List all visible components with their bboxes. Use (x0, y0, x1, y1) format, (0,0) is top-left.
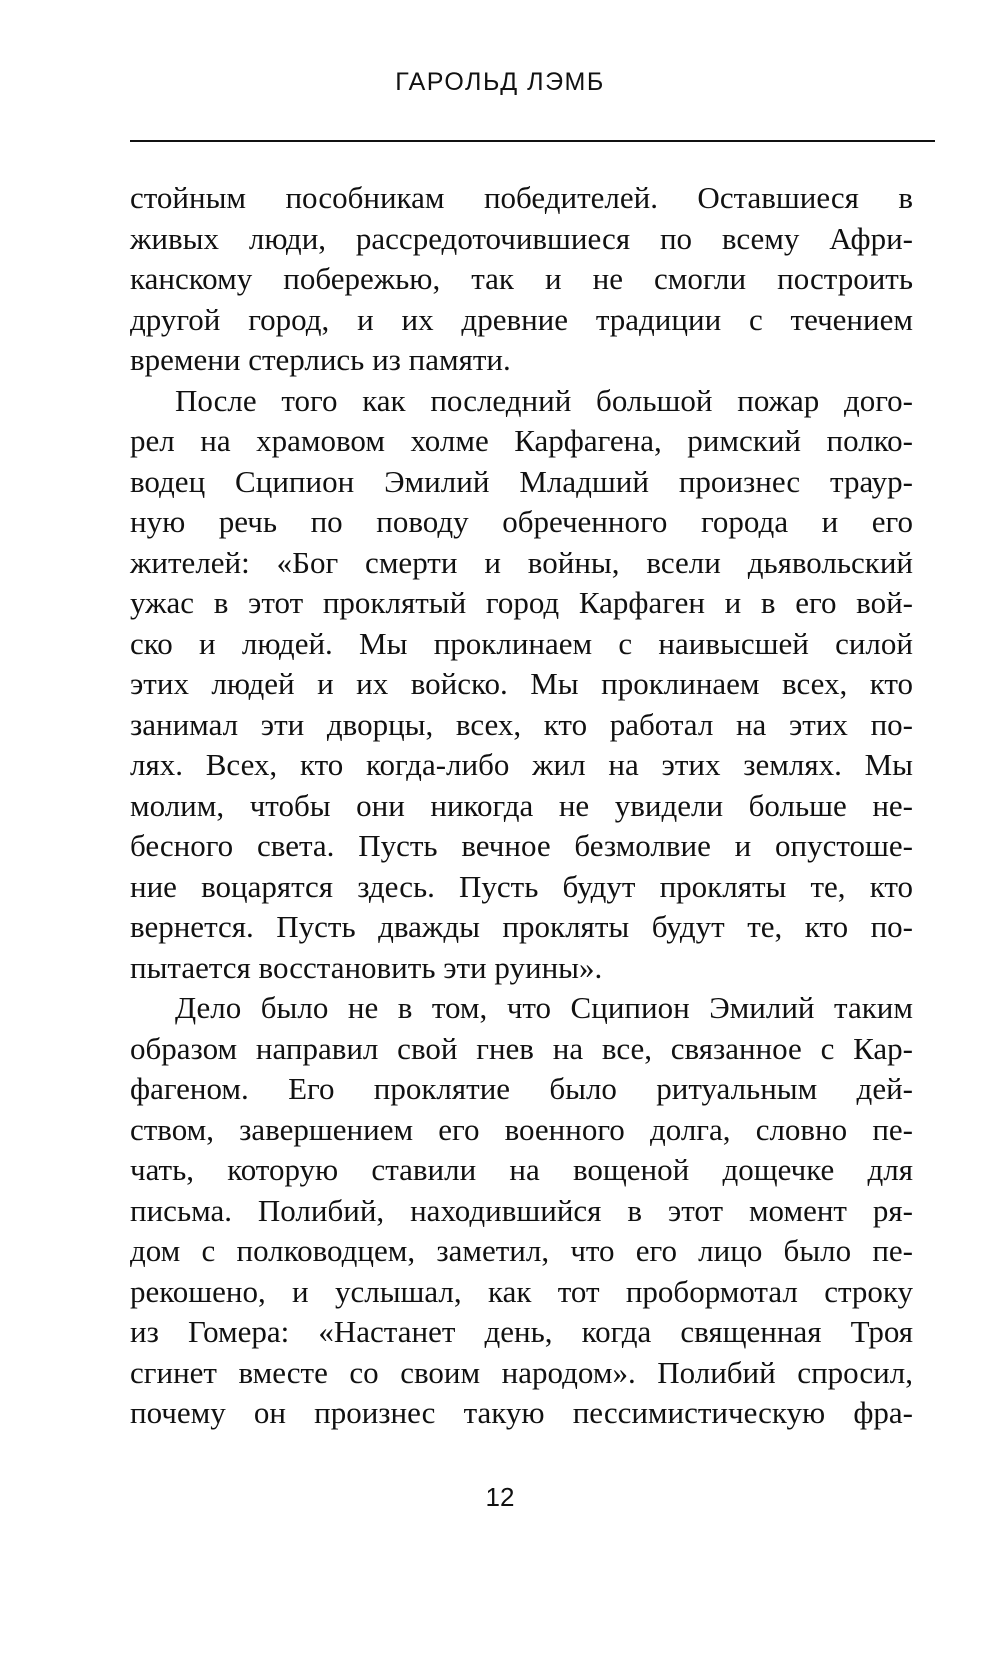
text-line: лях. Всех, кто когда-либо жил на этих землях. Мы (130, 747, 913, 782)
text-line: Дело было не в том, что Сципион Эмилий таким (175, 990, 913, 1025)
text-line: сгинет вместе со своим народом». Полибий спросил, (130, 1354, 913, 1390)
text-line: почему он произнес такую пессимистическую фра- (130, 1395, 913, 1430)
text-line: другой город, и их древние традиции с течением (130, 301, 913, 337)
paragraph (130, 988, 913, 1434)
page-number: 12 (485, 1482, 515, 1512)
text-line: из Гомера: «Настанет день, когда священная Троя (130, 1314, 913, 1349)
text-line: канскому побережью, так и не смогли построить (130, 261, 913, 296)
text-line: фагеном. Его проклятие было ритуальным дей- (130, 1071, 913, 1106)
text-line: живых люди, рассредоточившиеся по всему Афри- (130, 220, 913, 256)
text-line: рекошено, и услышал, как тот пробормотал строку (130, 1273, 913, 1309)
text-line: этих людей и их войско. Мы проклинаем всех, кто (130, 666, 913, 701)
text-line: стойным пособникам победителей. Оставшиеся в (130, 180, 913, 215)
text-line: ско и людей. Мы проклинаем с наивысшей силой (130, 625, 913, 661)
text-line: ством, завершением его военного долга, словно пе- (130, 1111, 913, 1147)
text-line: дом с полководцем, заметил, что его лицо было пе- (130, 1233, 913, 1268)
text-line: ужас в этот проклятый город Карфаген и в его вой- (130, 585, 913, 620)
text-line: письма. Полибий, находившийся в этот момент ря- (130, 1192, 913, 1228)
text-line: рел на храмовом холме Карфагена, римский полко- (130, 423, 913, 458)
text-line: пытается восстановить эти руины». (130, 949, 603, 985)
text-line: времени стерлись из памяти. (130, 342, 511, 377)
text-line: ную речь по поводу обреченного города и его (130, 504, 913, 539)
text-line: После того как последний большой пожар дого- (175, 382, 913, 418)
page-body (130, 178, 913, 1434)
header-rule (130, 140, 935, 142)
text-line: молим, чтобы они никогда не увидели больше не- (130, 787, 913, 823)
text-line: занимал эти дворцы, всех, кто работал на этих по- (130, 706, 913, 742)
text-line: водец Сципион Эмилий Младший произнес траур- (130, 463, 913, 499)
text-line: чать, которую ставили на вощеной дощечке для (130, 1152, 913, 1187)
text-line: бесного света. Пусть вечное безмолвие и опустоше- (130, 828, 913, 863)
text-line: жителей: «Бог смерти и войны, всели дьявольский (130, 544, 913, 580)
text-line: образом направил свой гнев на все, связанное с Кар- (130, 1030, 913, 1066)
paragraph (130, 178, 913, 381)
paragraph (130, 381, 913, 989)
text-line: ние воцарятся здесь. Пусть будут прокляты те, кто (130, 868, 913, 904)
running-header: ГАРОЛЬД ЛЭМБ (395, 68, 605, 96)
text-line: вернется. Пусть дважды прокляты будут те, кто по- (130, 909, 913, 944)
